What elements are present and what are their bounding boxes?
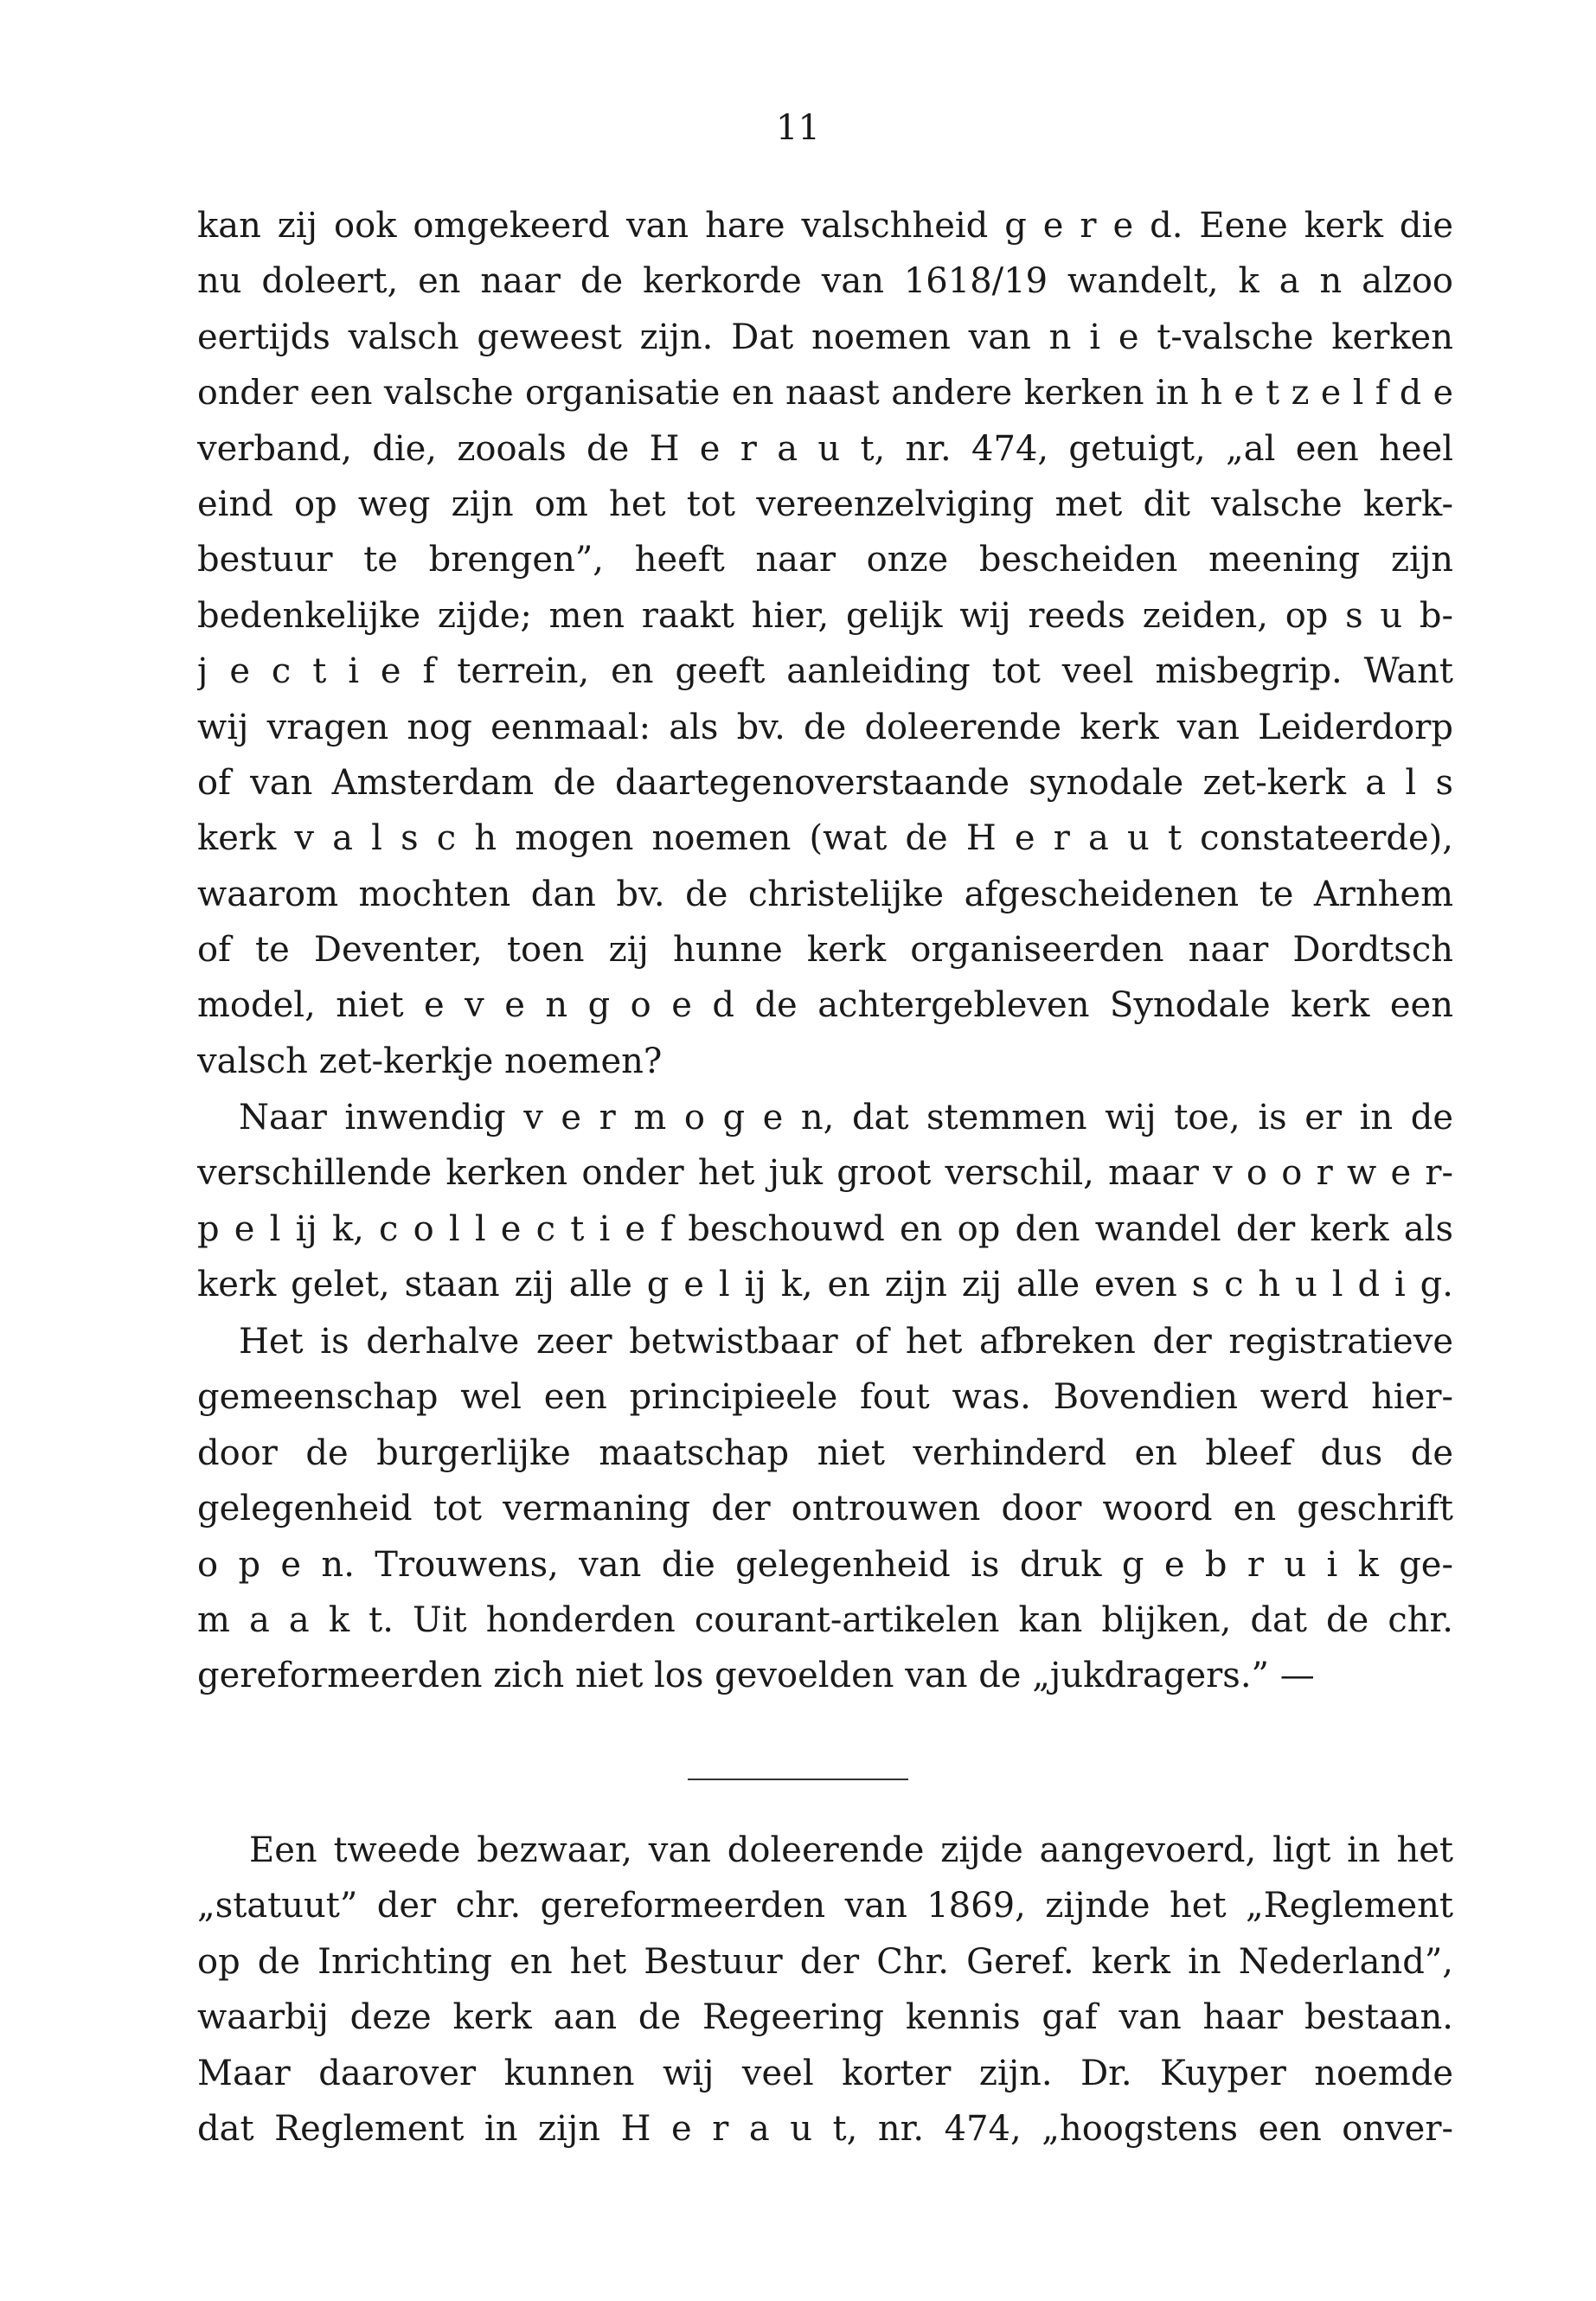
text-line: m a a k t. Uit honderden courant-artikelen kan blijken, dat de chr. xyxy=(197,1599,1453,1640)
text-line: kerk gelet, staan zij alle g e l ij k, en zijn zij alle even s c h u l d i g. xyxy=(197,1265,1453,1305)
section-divider xyxy=(688,1779,908,1780)
text-line: verschillende kerken onder het juk groot verschil, maar v o o r w e r- xyxy=(197,1153,1453,1194)
text-line: verband, die, zooals de H e r a u t, nr. 474, getuigt, „al een heel xyxy=(197,428,1453,469)
text-line: model, niet e v e n g o e d de achtergebleven Synodale kerk een xyxy=(197,985,1453,1026)
text-line: gereformeerden zich niet los gevoelden van de „jukdragers.” — xyxy=(197,1656,1315,1696)
text-line: valsch zet-kerkje noemen? xyxy=(197,1041,663,1081)
text-line: eind op weg zijn om het tot vereenzelviging met dit valsche kerk- xyxy=(197,484,1453,524)
text-line: „statuut” der chr. gereformeerden van 1869, zijnde het „Reglement xyxy=(197,1886,1453,1926)
text-line: nu doleert, en naar de kerkorde van 1618/19 wandelt, k a n alzoo xyxy=(197,261,1453,302)
text-line: Een tweede bezwaar, van doleerende zijde aangevoerd, ligt in het xyxy=(249,1830,1453,1870)
text-line: Naar inwendig v e r m o g e n, dat stemmen wij toe, is er in de xyxy=(239,1098,1453,1138)
paragraph-4 xyxy=(197,1823,1453,2157)
text-line: gemeenschap wel een principieele fout was. Bovendien werd hier- xyxy=(197,1377,1453,1418)
text-line: kan zij ook omgekeerd van hare valschheid g e r e d. Eene kerk die xyxy=(197,206,1453,246)
text-line: Maar daarover kunnen wij veel korter zijn. Dr. Kuyper noemde xyxy=(197,2053,1453,2093)
text-line: o p e n. Trouwens, van die gelegenheid is druk g e b r u i k ge- xyxy=(197,1544,1453,1585)
paragraph-2 xyxy=(197,1090,1453,1313)
text-line: of van Amsterdam de daartegenoverstaande synodale zet-kerk a l s xyxy=(197,762,1453,803)
text-line: of te Deventer, toen zij hunne kerk organiseerden naar Dordtsch xyxy=(197,930,1453,971)
text-line: p e l ij k, c o l l e c t i e f beschouwd en op den wandel der kerk als xyxy=(197,1208,1453,1249)
text-line: kerk v a l s c h mogen noemen (wat de H e r a u t constateerde), xyxy=(197,818,1453,859)
text-line: gelegenheid tot vermaning der ontrouwen door woord en geschrift xyxy=(197,1489,1453,1529)
text-line: onder een valsche organisatie en naast andere kerken in h e t z e l f d e xyxy=(197,373,1453,413)
text-line: bestuur te brengen”, heeft naar onze bescheiden meening zijn xyxy=(197,540,1453,580)
text-line: eertijds valsch geweest zijn. Dat noemen van n i e t-valsche kerken xyxy=(197,317,1453,357)
text-line: op de Inrichting en het Bestuur der Chr. Geref. kerk in Nederland”, xyxy=(197,1941,1453,1982)
text-line: dat Reglement in zijn H e r a u t, nr. 474, „hoogstens een onver- xyxy=(197,2108,1453,2149)
paragraph-1 xyxy=(197,198,1453,1089)
text-line: wij vragen nog eenmaal: als bv. de doleerende kerk van Leiderdorp xyxy=(197,707,1453,747)
paragraph-3 xyxy=(197,1314,1453,1704)
text-line: Het is derhalve zeer betwistbaar of het afbreken der registratieve xyxy=(239,1322,1453,1362)
text-line: door de burgerlijke maatschap niet verhinderd en bleef dus de xyxy=(197,1433,1453,1473)
text-line: j e c t i e f terrein, en geeft aanleiding tot veel misbegrip. Want xyxy=(197,651,1453,692)
text-line: bedenkelijke zijde; men raakt hier, gelijk wij reeds zeiden, op s u b- xyxy=(197,595,1453,636)
text-line: waarbij deze kerk aan de Regeering kennis gaf van haar bestaan. xyxy=(197,1997,1453,2038)
page-number: 11 xyxy=(776,108,820,148)
text-line: waarom mochten dan bv. de christelijke afgescheidenen te Arnhem xyxy=(197,874,1453,914)
